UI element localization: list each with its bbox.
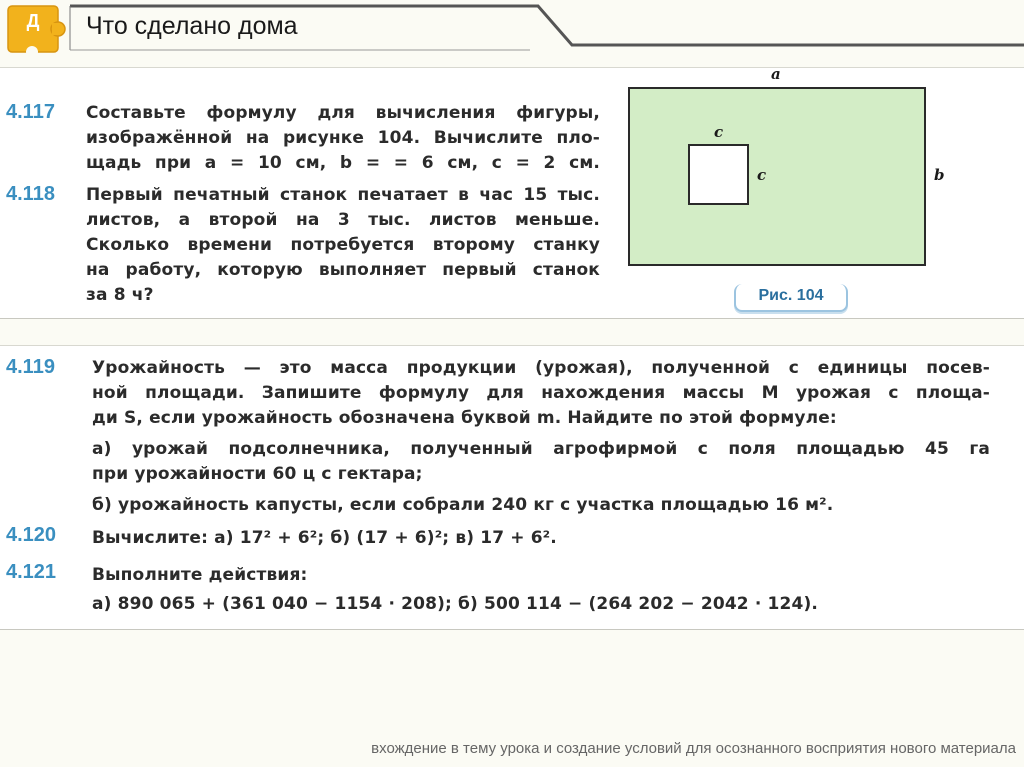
problem-number: 4.119 [6, 356, 55, 378]
problem-line: Вычислите: а) 17² + 6²; б) (17 + 6)²; в) 17 + 6². [92, 528, 557, 548]
problem-line: при урожайности 60 ц с гектара; [92, 464, 423, 484]
problem-text [86, 183, 600, 308]
problem-text [92, 356, 990, 518]
problem-line: ной площади. Запишите формулу для нахождения массы M урожая с площа- [92, 383, 990, 403]
problem-line: Первый печатный станок печатает в час 15 тыс. [86, 185, 600, 205]
figure-104 [628, 62, 988, 312]
label-c-top: c [714, 123, 724, 141]
label-b: b [934, 166, 945, 184]
slide-header [0, 0, 1024, 60]
inner-square [689, 145, 748, 204]
problem-line: б) урожайность капусты, если собрали 240 кг с участка площадью 16 м². [92, 495, 834, 515]
problem-line: на работу, которую выполняет первый станок [86, 260, 600, 280]
problem-line: Выполните действия: [92, 565, 308, 585]
problem-number: 4.121 [6, 561, 57, 583]
problem-line: за 8 ч? [86, 285, 154, 305]
problem-number: 4.120 [6, 524, 57, 546]
problem-line: изображённой на рисунке 104. Вычислите пло- [86, 128, 600, 148]
problem-number: 4.117 [6, 101, 55, 123]
problem-line: Урожайность — это масса продукции (урожая), полученной с единицы посев- [92, 358, 990, 378]
problem-text [86, 101, 600, 176]
slide-title: Что сделано дома [86, 12, 298, 40]
problem-text [92, 563, 990, 617]
problem-line: а) урожай подсолнечника, полученный агрофирмой с поля площадью 45 га [92, 439, 990, 459]
problem-line: а) 890 065 + (361 040 − 1154 · 208); б) 500 114 − (264 202 − 2042 · 124). [92, 594, 818, 614]
rectangle-figure [628, 62, 988, 312]
label-c-side: c [757, 166, 767, 184]
problem-line: Составьте формулу для вычисления фигуры, [86, 103, 600, 123]
problem-number: 4.118 [6, 183, 55, 205]
outer-rectangle [629, 88, 925, 265]
problem-line: Сколько времени потребуется второму станку [86, 235, 600, 255]
figure-caption: Рис. 104 [734, 284, 848, 312]
problem-text [92, 526, 990, 551]
badge-letter: Д [26, 11, 40, 31]
problem-line: листов, а второй на 3 тыс. листов меньше. [86, 210, 600, 230]
problem-line: щадь при a = 10 см, b = = 6 см, c = 2 см. [86, 153, 600, 173]
slide-footer: вхождение в тему урока и создание условий для осознанного восприятия нового материала [371, 740, 1016, 757]
problem-line: ди S, если урожайность обозначена буквой m. Найдите по этой формуле: [92, 408, 837, 428]
label-a: a [771, 65, 781, 83]
